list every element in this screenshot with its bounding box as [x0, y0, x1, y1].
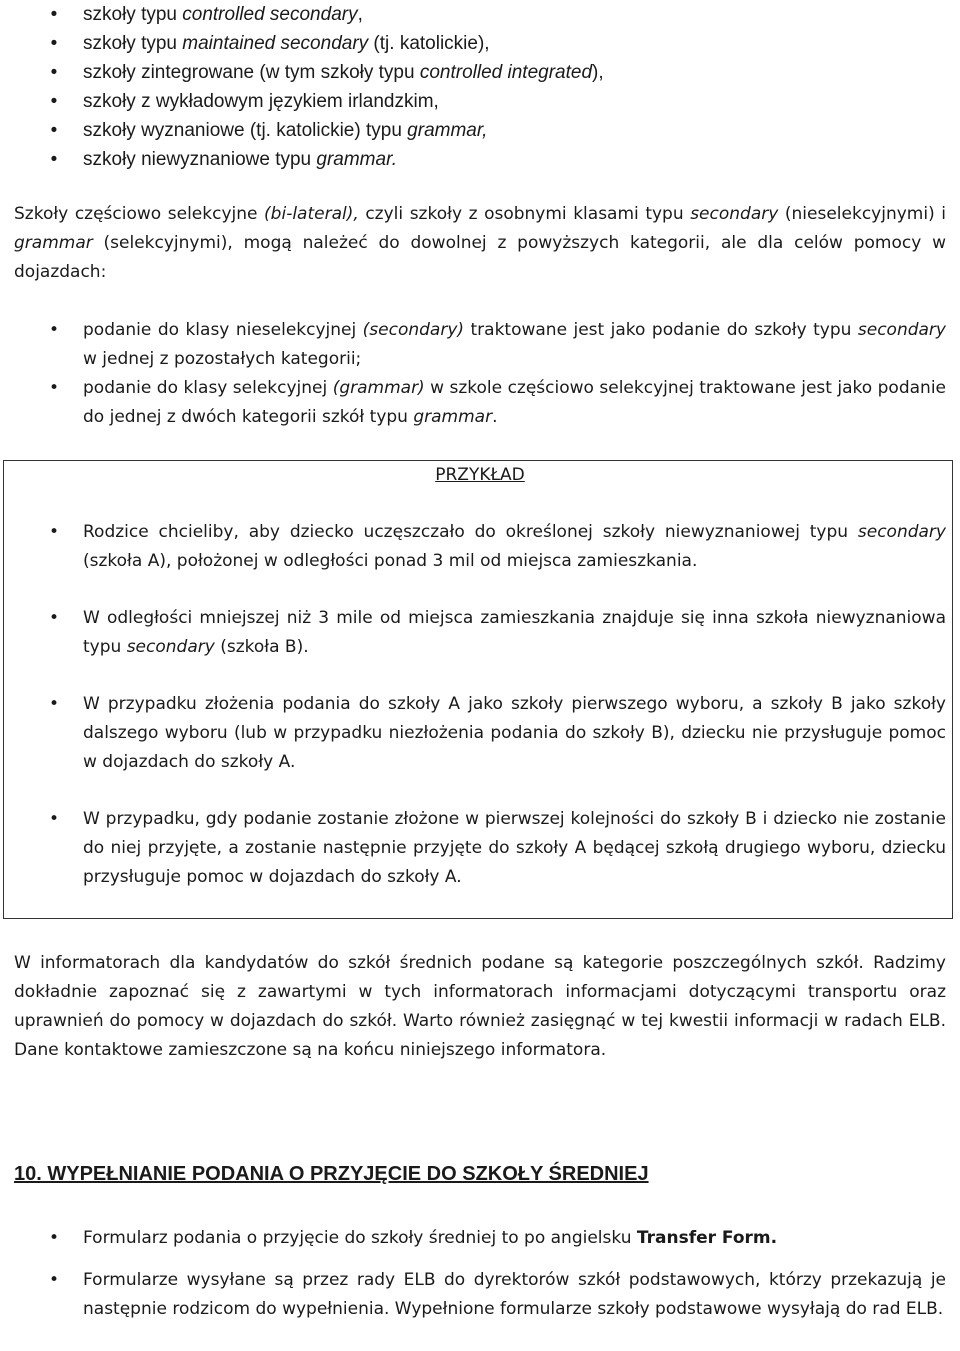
- list-item: • szkoły z wykładowym językiem irlandzkim,: [0, 87, 960, 116]
- list-item: • Formularz podania o przyjęcie do szkoły średniej to po angielsku Transfer Form.: [0, 1224, 960, 1253]
- bullet-icon: •: [48, 694, 60, 714]
- bullet-icon: •: [48, 1270, 60, 1290]
- list-item: • W przypadku, gdy podanie zostanie złożone w pierwszej kolejności do szkoły B i dziecko nie zostanie do niej przyjęte, a zostanie następnie przyjęte do szkoły A będącej szkołą drugiego wyboru, dziecku przysługuje pomoc w dojazdach do szkoły A.: [0, 805, 960, 892]
- bullet-icon: •: [48, 378, 60, 398]
- list-item: • szkoły zintegrowane (w tym szkoły typu controlled integrated),: [0, 58, 960, 87]
- example-list: [0, 518, 960, 892]
- transfer-form-list: [0, 1224, 960, 1324]
- informator-paragraph: W informatorach dla kandydatów do szkół średnich podane są kategorie poszczególnych szkół. Radzimy dokładnie zapoznać się z zawartymi w tych informatorach informacjami dotyczącymi transportu oraz uprawnień do pomocy w dojazdach do szkół. Warto również zasięgnąć w tej kwestii informacji w radach ELB. Dane kontaktowe zamieszczone są na końcu niniejszego informatora.: [14, 953, 946, 1060]
- list-item: • szkoły niewyznaniowe typu grammar.: [0, 145, 960, 174]
- bullet-icon: •: [50, 91, 58, 112]
- bullet-icon: •: [48, 1228, 60, 1248]
- example-title: PRZYKŁAD: [435, 465, 525, 485]
- bullet-icon: •: [50, 33, 58, 54]
- bullet-icon: •: [48, 809, 60, 829]
- list-item: • szkoły wyznaniowe (tj. katolickie) typu grammar,: [0, 116, 960, 145]
- list-item: • W przypadku złożenia podania do szkoły A jako szkoły pierwszego wyboru, a szkoły B jako szkoły dalszego wyboru (lub w przypadku niezłożenia podania do szkoły B), dziecku nie przysługuje pomoc w dojazdach do szkoły A.: [0, 690, 960, 777]
- bullet-icon: •: [50, 120, 58, 141]
- bullet-icon: •: [48, 608, 60, 628]
- section-heading: 10. WYPEŁNIANIE PODANIA O PRZYJĘCIE DO SZKOŁY ŚREDNIEJ: [14, 1163, 649, 1185]
- list-item: • podanie do klasy nieselekcyjnej (secondary) traktowane jest jako podanie do szkoły typu secondary w jednej z pozostałych kategorii;: [0, 316, 960, 374]
- list-item: • W odległości mniejszej niż 3 mile od miejsca zamieszkania znajduje się inna szkoła niewyznaniowa typu secondary (szkoła B).: [0, 604, 960, 662]
- list-item: • szkoły typu maintained secondary (tj. katolickie),: [0, 29, 960, 58]
- list-item: • szkoły typu controlled secondary,: [0, 0, 960, 29]
- bullet-icon: •: [50, 4, 58, 25]
- list-item: • Rodzice chcieliby, aby dziecko uczęszczało do określonej szkoły niewyznaniowej typu secondary (szkoła A), położonej w odległości ponad 3 mil od miejsca zamieszkania.: [0, 518, 960, 576]
- application-rules-list: [0, 316, 960, 432]
- school-types-list: [0, 0, 960, 174]
- bullet-icon: •: [48, 522, 60, 542]
- bullet-icon: •: [50, 62, 58, 83]
- bilateral-paragraph: Szkoły częściowo selekcyjne (bi-lateral), czyli szkoły z osobnymi klasami typu secondary (nieselekcyjnymi) i grammar (selekcyjnymi), mogą należeć do dowolnej z powyższych kategorii, ale dla celów pomocy w dojazdach:: [14, 204, 946, 282]
- list-item: • Formularze wysyłane są przez rady ELB do dyrektorów szkół podstawowych, którzy przekazują je następnie rodzicom do wypełnienia. Wypełnione formularze szkoły podstawowe wysyłają do rad ELB.: [0, 1266, 960, 1324]
- bullet-icon: •: [48, 320, 60, 340]
- bullet-icon: •: [50, 149, 58, 170]
- list-item: • podanie do klasy selekcyjnej (grammar) w szkole częściowo selekcyjnej traktowane jest jako podanie do jednej z dwóch kategorii szkół typu grammar.: [0, 374, 960, 432]
